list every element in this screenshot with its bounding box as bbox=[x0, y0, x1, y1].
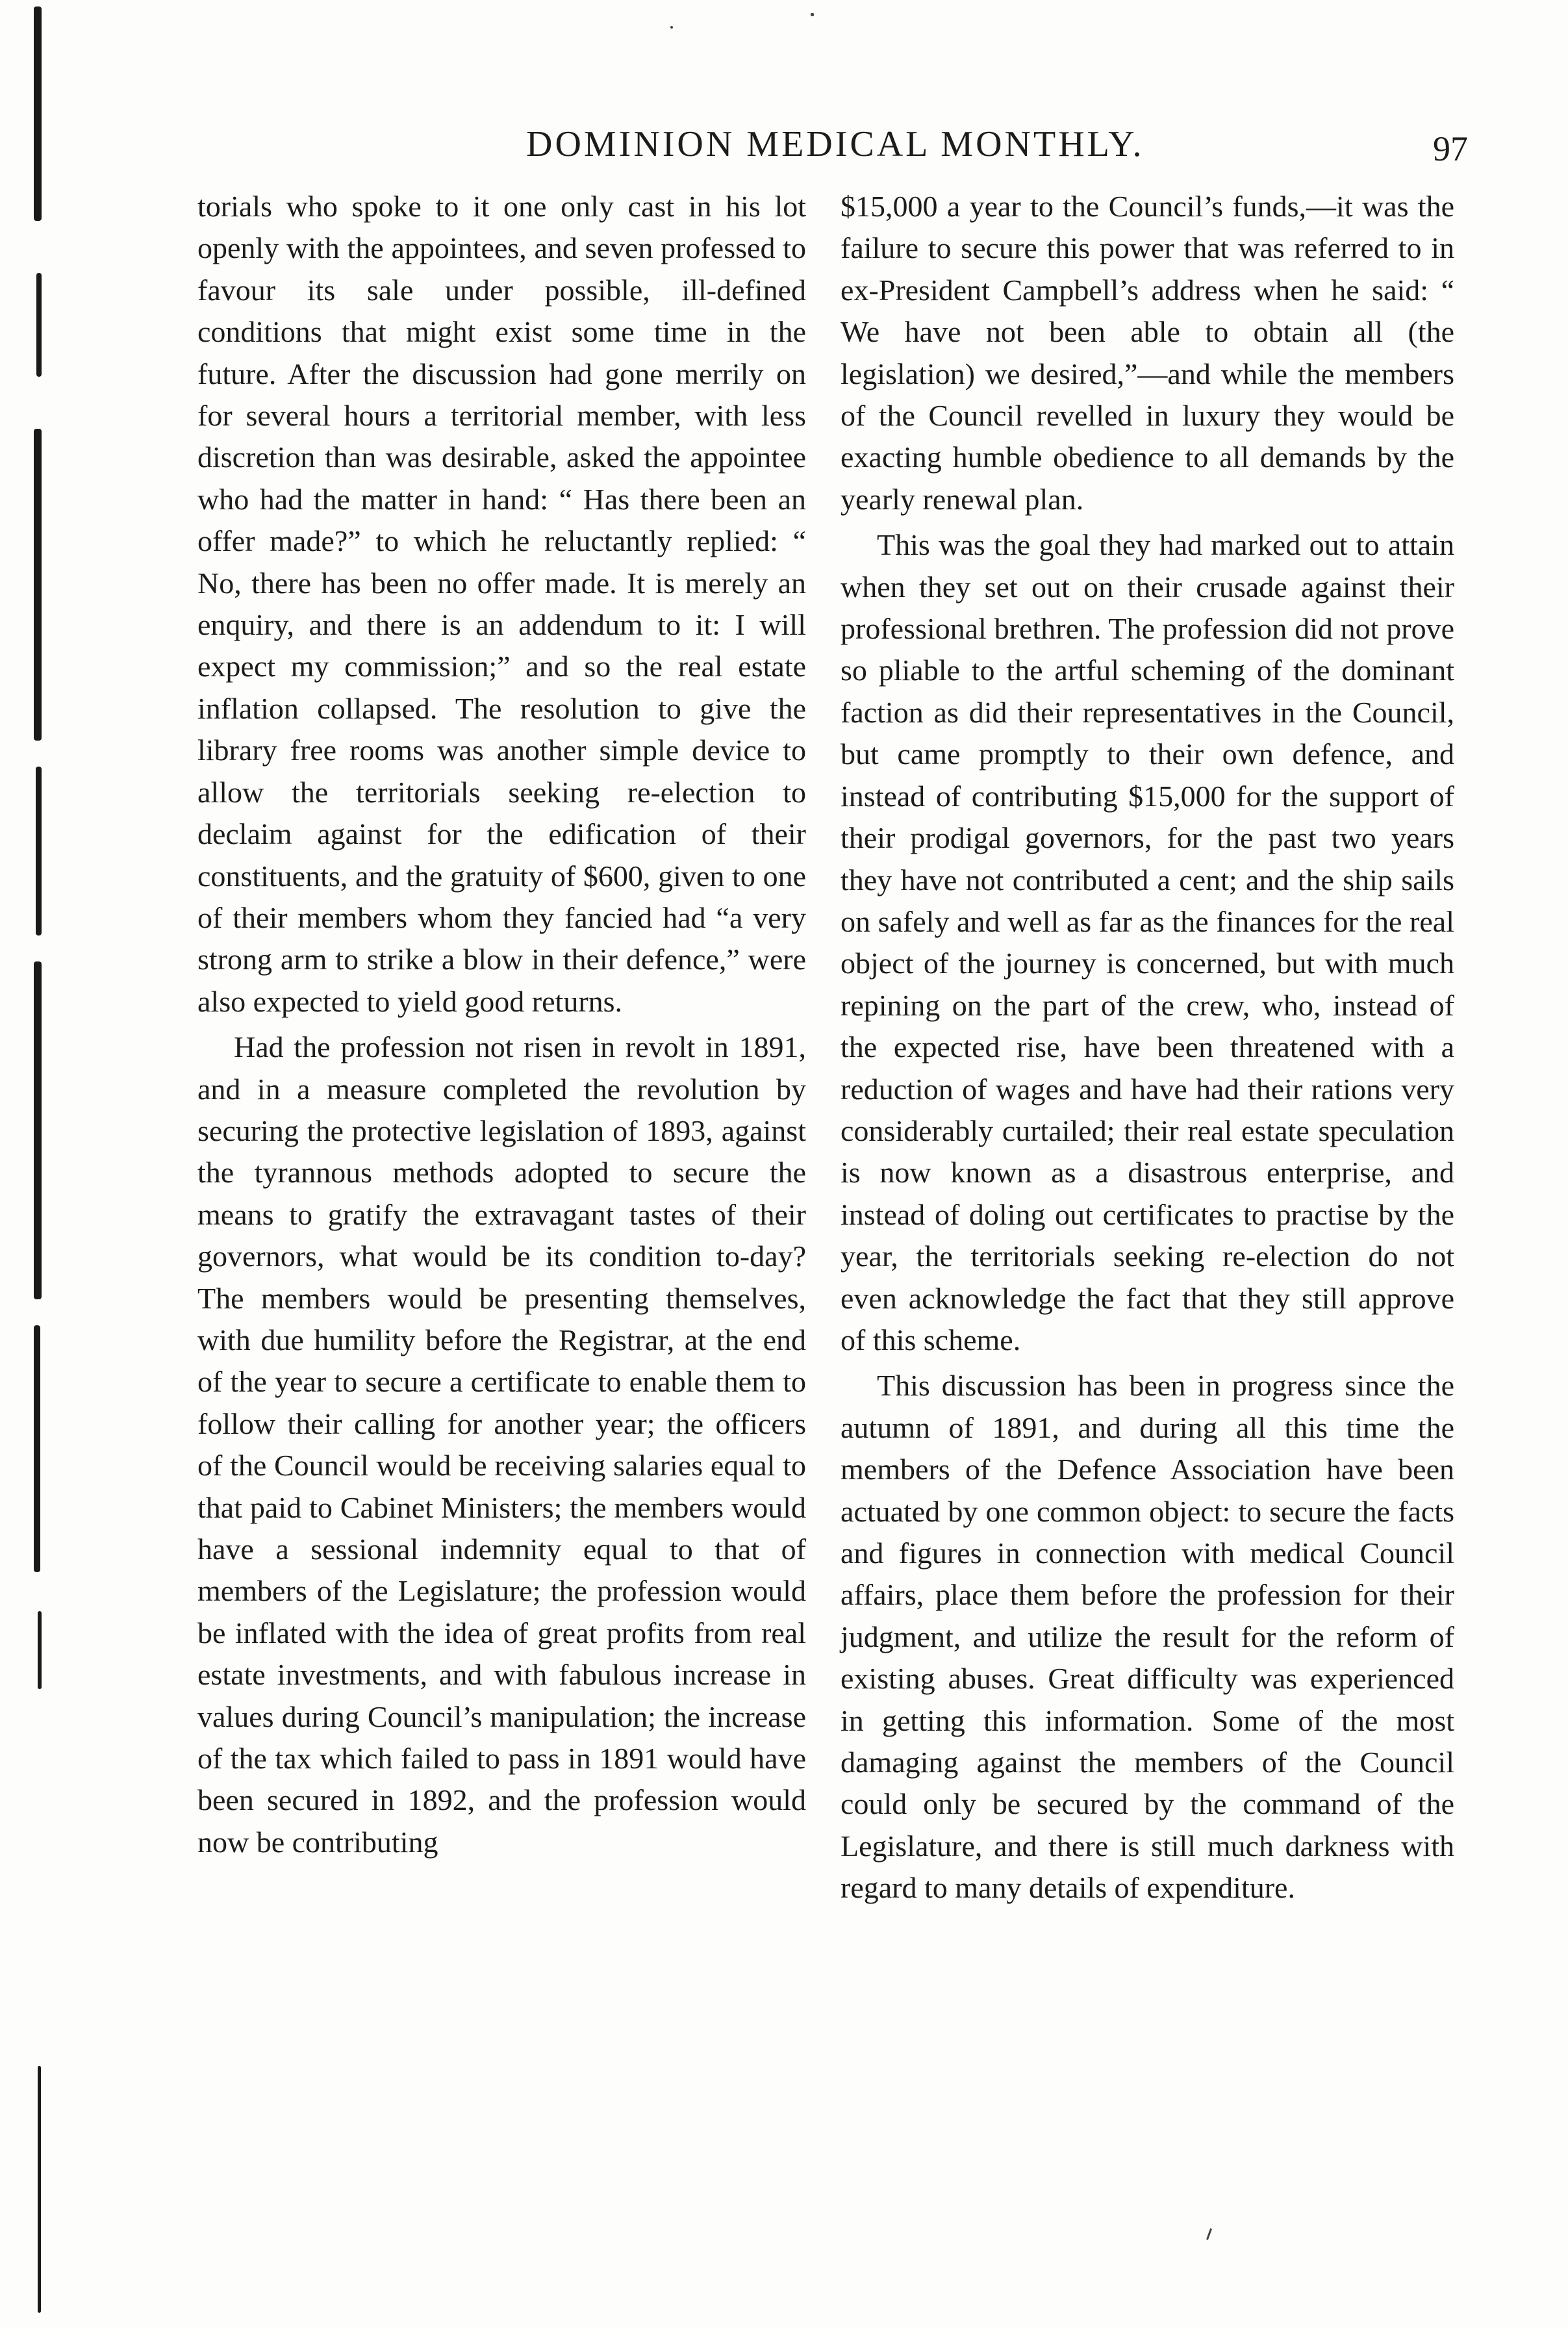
paragraph: $15,000 a year to the Council’s funds,—it was the failure to secure this power that was referred to in ex-President Campbell’s address when he said: “ We have not been able to obtain all (the legislation) we desired,”—and while the members of the Council revelled in luxury they would be exacting humble obedience to all demands by the yearly renewal plan. bbox=[841, 190, 1454, 516]
binding-shadow bbox=[34, 1325, 40, 1572]
scan-speck bbox=[1206, 2228, 1212, 2240]
paragraph: This was the goal they had marked out to attain when they set out on their crusade against their professional brethren. The profession did not prove so pliable to the artful scheming of the dominant faction as did their representatives in the Council, but came promptly to their own defence, and instead of contributing $15,000 for the support of their prodigal governors, for the past two years they have not contributed a cent; and the ship sails on safely and well as far as the finances for the real object of the journey is concerned, but with much repining on the part of the crew, who, instead of the expected rise, have been threatened with a reduction of wages and have had their rations very considerably curtailed; their real estate speculation is now known as a disastrous enterprise, and instead of doling out certificates to practise by the year, the territorials seeking re-election do not even acknowledge the fact that they still approve of this scheme. bbox=[841, 528, 1454, 1356]
page-header bbox=[195, 123, 1468, 169]
paragraph: This discussion has been in progress since the autumn of 1891, and during all this time the members of the Defence Association have been actuated by one common object: to secure the facts and figures in connection with medical Council affairs, place them before the profession for their judgment, and utilize the result for the reform of existing abuses. Great difficulty was experienced in getting this information. Some of the most damaging against the members of the Council could only be secured by the command of the Legislature, and there is still much darkness with regard to many details of expenditure. bbox=[841, 1369, 1454, 1905]
page-number: 97 bbox=[1433, 129, 1468, 168]
paragraph: Had the profession not risen in revolt in 1891, and in a measure completed the revolution by securing the protective legislation of 1893, against the tyrannous methods adopted to secure the means to gratify the extravagant tastes of their governors, what would be its condition to-day? The members would be presenting themselves, with due humility before the Registrar, at the end of the year to secure a certificate to enable them to follow their calling for another year; the officers of the Council would be receiving salaries equal to that paid to Cabinet Ministers; the members would have a sessional indemnity equal to that of members of the Legislature; the profession would be inflated with the idea of great profits from real estate investments, and with fabulous increase in values during Council’s manipulation; the increase of the tax which failed to pass in 1891 would have been secured in 1892, and the profession would now be contributing bbox=[197, 1030, 806, 1859]
scan-speck bbox=[670, 26, 673, 29]
binding-shadow bbox=[34, 961, 42, 1299]
binding-shadow bbox=[36, 767, 42, 935]
binding-shadow bbox=[34, 429, 42, 741]
scan-speck bbox=[811, 13, 814, 16]
running-head: DOMINION MEDICAL MONTHLY. bbox=[526, 124, 1144, 164]
binding-shadow bbox=[34, 6, 42, 221]
binding-shadow bbox=[38, 2066, 41, 2313]
binding-shadow bbox=[36, 273, 42, 377]
right-column bbox=[841, 186, 1454, 1913]
binding-edge bbox=[0, 0, 58, 2329]
paragraph: torials who spoke to it one only cast in his lot openly with the appointees, and seven professed to favour its sale under possible, ill-defined conditions that might exist some time in the future. After the discussion had gone merrily on for several hours a territorial member, with less discretion than was desirable, asked the appointee who had the matter in hand: “ Has there been an offer made?” to which he reluctantly replied: “ No, there has been no offer made. It is merely an enquiry, and there is an addendum to it: I will expect my commission;” and so the real estate inflation collapsed. The resolution to give the library free rooms was another simple device to allow the territorials seeking re-election to declaim against for the edification of their constituents, and the gratuity of $600, given to one of their members whom they fancied had “a very strong arm to strike a blow in their defence,” were also expected to yield good returns. bbox=[197, 190, 806, 1018]
left-column bbox=[197, 186, 806, 1867]
binding-shadow bbox=[38, 1611, 42, 1689]
